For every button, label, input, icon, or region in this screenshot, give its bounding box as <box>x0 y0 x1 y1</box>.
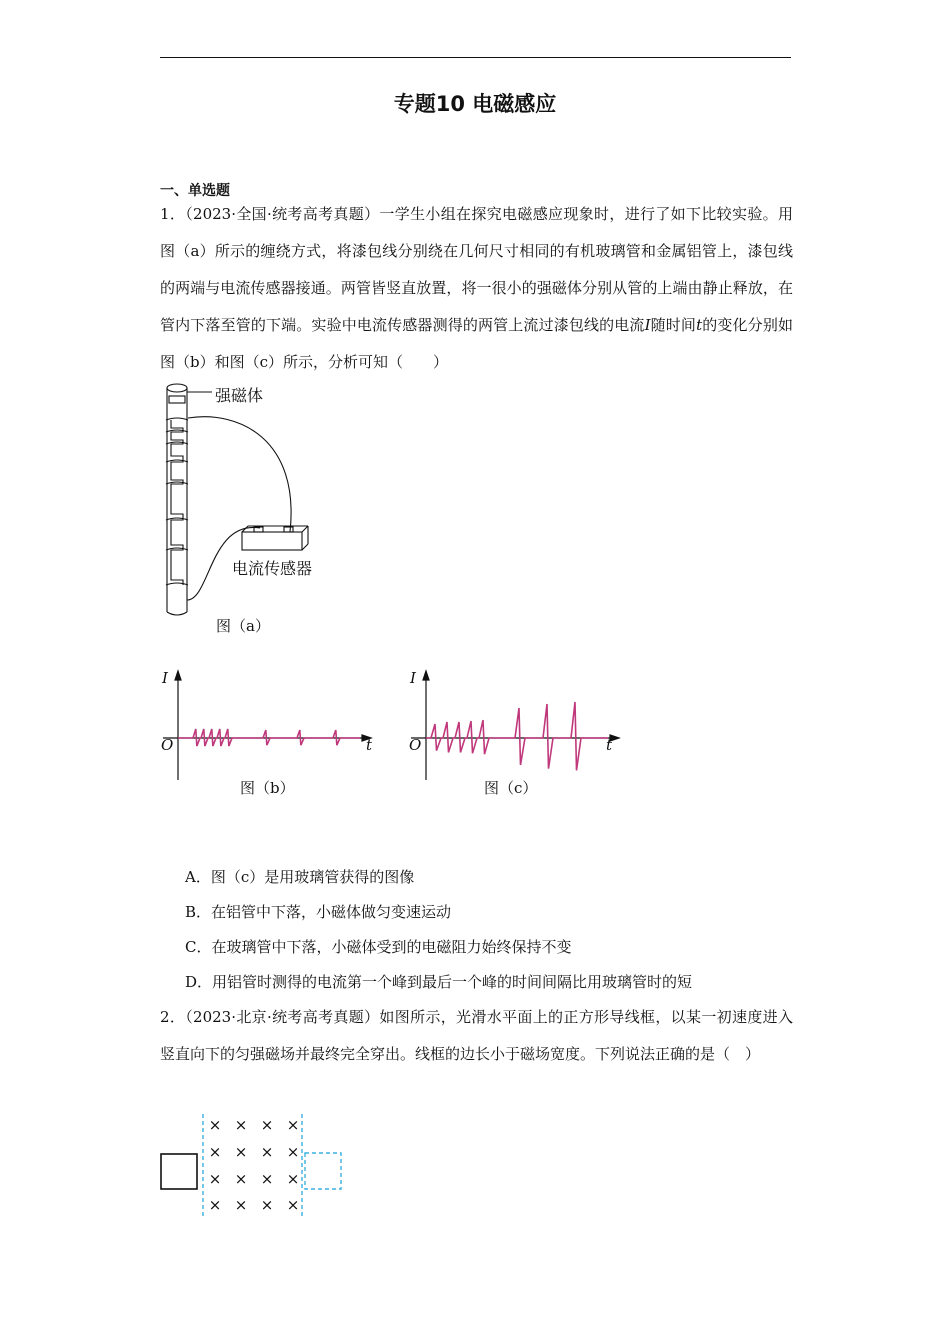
field-cross: × <box>260 1170 274 1188</box>
field-cross: × <box>234 1170 248 1188</box>
question-source: （2023·全国·统考高考真题） <box>185 205 380 223</box>
field-cross: × <box>286 1196 300 1214</box>
exit-frame-position <box>305 1153 341 1189</box>
section-heading: 一、单选题 <box>160 183 230 199</box>
field-cross: × <box>260 1196 274 1214</box>
field-cross: × <box>234 1116 248 1134</box>
graph-c-y-label: I <box>410 669 416 687</box>
field-cross: × <box>286 1170 300 1188</box>
field-cross: × <box>260 1143 274 1161</box>
field-cross: × <box>260 1116 274 1134</box>
magnet-label: 强磁体 <box>215 386 264 405</box>
option-b[interactable]: B．在铝管中下落，小磁体做匀变速运动 <box>185 903 452 921</box>
graph-c <box>403 665 623 785</box>
figure-c-caption: 图（c） <box>484 779 538 797</box>
graph-c-origin: O <box>409 736 422 754</box>
sensor-label: 电流传感器 <box>232 559 313 578</box>
field-cross: × <box>286 1116 300 1134</box>
graph-b-origin: O <box>161 736 174 754</box>
question-2-stem: 2．（2023·北京·统考高考真题）如图所示，光滑水平面上的正方形导线框，以某一初速度进入竖直向下的匀强磁场并最终完全穿出。线框的边长小于磁场宽度。下列说法正确的是（ ） <box>160 1008 794 1063</box>
option-c[interactable]: C．在玻璃管中下落，小磁体受到的电磁阻力始终保持不变 <box>185 938 572 956</box>
figure-b-caption: 图（b） <box>240 779 295 797</box>
field-cross: × <box>234 1143 248 1161</box>
field-cross: × <box>208 1143 222 1161</box>
tube-coil-diagram <box>150 380 490 640</box>
field-cross: × <box>208 1116 222 1134</box>
question-number: 2． <box>160 1008 186 1026</box>
figure-a-caption: 图（a） <box>216 617 270 635</box>
waveform-c <box>426 702 608 770</box>
square-wire-frame <box>161 1154 197 1189</box>
header-rule <box>160 57 791 58</box>
question-1-stem: 1．（2023·全国·统考高考真题）一学生小组在探究电磁感应现象时，进行了如下比较实验。用图（a）所示的缠绕方式，将漆包线分别绕在几何尺寸相同的有机玻璃管和金属铝管上，漆包线的两端与电流传感器接通。两管皆竖直放置，将一很小的强磁体分别从管的上端由静止释放，在管内下落至管的下端。实验中电流传感器测得的两管上流过漆包线的电流I随时间t的变化分别如图（b）和图（c）所示，分析可知（ ） <box>160 205 794 371</box>
graph-b-y-label: I <box>162 669 168 687</box>
graph-c-x-label: t <box>606 736 613 754</box>
graph-b <box>155 665 375 785</box>
field-cross: × <box>208 1170 222 1188</box>
graph-b-x-label: t <box>366 736 373 754</box>
field-cross: × <box>286 1143 300 1161</box>
option-a[interactable]: A．图（c）是用玻璃管获得的图像 <box>185 868 415 886</box>
magnetic-field-diagram <box>158 1112 358 1222</box>
question-number: 1． <box>160 205 186 223</box>
field-cross: × <box>208 1196 222 1214</box>
field-cross: × <box>234 1196 248 1214</box>
page-title: 专题10 电磁感应 <box>393 92 557 116</box>
option-d[interactable]: D．用铝管时测得的电流第一个峰到最后一个峰的时间间隔比用玻璃管时的短 <box>185 973 693 991</box>
question-source: （2023·北京·统考高考真题） <box>185 1008 380 1026</box>
